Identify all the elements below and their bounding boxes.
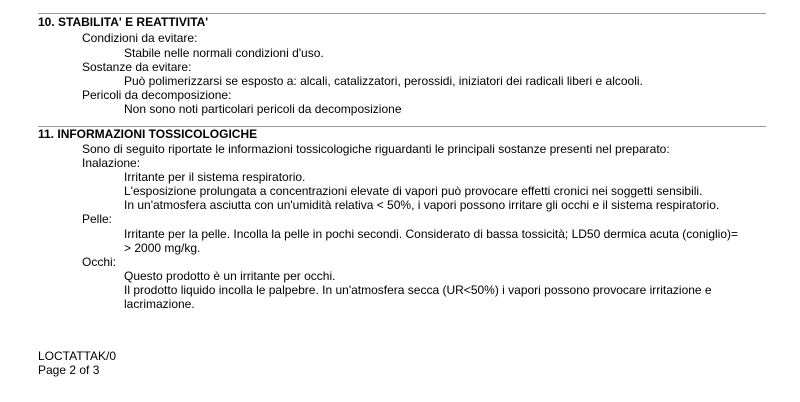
eyes-line: lacrimazione. (124, 297, 195, 311)
document-code: LOCTATTAK/0 (38, 349, 117, 363)
substances-label: Sostanze da evitare: (82, 60, 192, 74)
conditions-text: Stabile nelle normali condizioni d'uso. (124, 46, 324, 60)
page-number: Page 2 of 3 (38, 363, 100, 377)
decomposition-text: Non sono noti particolari pericoli da decomposizione (124, 102, 402, 116)
inhalation-label: Inalazione: (82, 156, 141, 170)
eyes-line: Il prodotto liquido incolla le palpebre. In un'atmosfera secca (UR<50%) i vapori possono provocare irritazione e (124, 283, 712, 297)
section-11-title: 11. INFORMAZIONI TOSSICOLOGICHE (38, 127, 258, 141)
section-10-title: 10. STABILITA' E REATTIVITA' (38, 15, 209, 29)
skin-line: > 2000 mg/kg. (124, 241, 201, 255)
section-11-intro: Sono di seguito riportate le informazioni tossicologiche riguardanti le principali sostanze presenti nel preparato: (82, 142, 670, 156)
inhalation-line: In un'atmosfera asciutta con un'umidità relativa < 50%, i vapori possono irritare gli occhi e il sistema respiratorio. (124, 198, 720, 212)
substances-text: Può polimerizzarsi se esposto a: alcali, catalizzatori, perossidi, iniziatori dei radicali liberi e alcooli. (124, 74, 643, 88)
eyes-line: Questo prodotto è un irritante per occhi. (124, 269, 336, 283)
skin-line: Irritante per la pelle. Incolla la pelle in pochi secondi. Considerato di bassa tossicità; LD50 dermica acuta (coniglio)= (124, 227, 738, 241)
inhalation-line: L'esposizione prolungata a concentrazioni elevate di vapori può provocare effetti cronici nei soggetti sensibili. (124, 184, 703, 198)
section-divider (38, 13, 766, 14)
eyes-label: Occhi: (82, 255, 117, 269)
conditions-label: Condizioni da evitare: (82, 31, 198, 45)
skin-label: Pelle: (82, 212, 113, 226)
decomposition-label: Pericoli da decomposizione: (82, 88, 232, 102)
inhalation-line: Irritante per il sistema respiratorio. (124, 170, 306, 184)
